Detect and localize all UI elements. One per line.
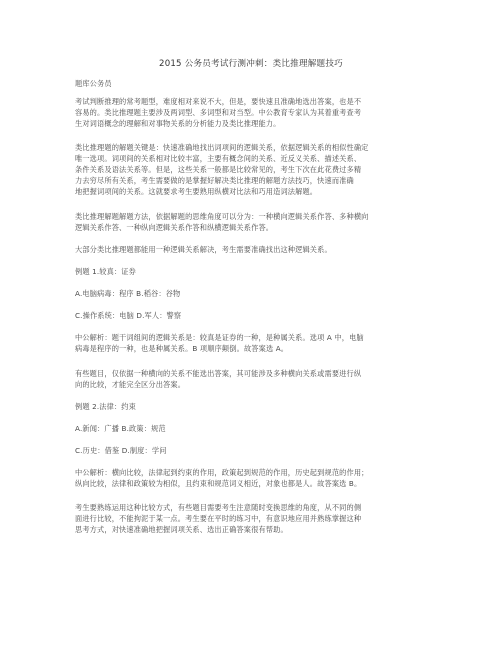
text-line: 容易的。类比推理题主要涉及两词型、多词型和对当型。中公教育专家认为其着重考查考: [75, 108, 362, 117]
document-title: 2015 公务员考试行测冲刺：类比推理解题技巧: [159, 59, 343, 69]
text-line: 病毒是程序的一种，也是种属关系。B 项顺序颠倒。故答案选 A。: [75, 344, 289, 353]
text-line: 地把握词项间的关系。这就要求考生要熟用纵横对比法和巧用造词法解题。: [75, 187, 318, 196]
text-line: 考试判断推理的常考题型，难度相对来说不大，但是，要快速且准确地选出答案，也是不: [75, 97, 362, 106]
text-line: 中公解析：题干词组间的逻辑关系是：较真是证券的一种，是种属关系。选项 A 中，电脑: [75, 333, 364, 342]
text-line: 生对词语概念的理解和对事物关系的分析能力及类比推理能力。: [75, 119, 281, 128]
text-line: 力去穷尽所有关系，考生需要做的是掌握好解决类比推理的解题方法技巧，快速而准确: [75, 176, 354, 185]
option-line: A.电脑病毒：程序 B.稻谷：谷物: [75, 289, 181, 298]
example-heading: 例题 1.较真：证券: [75, 267, 136, 276]
text-line: 类比推理题的解题关键是：快速准确地找出词项间的逻辑关系，依据逻辑关系的相似性确定: [75, 143, 369, 152]
text-line: 逻辑关系作答、一种纵向逻辑关系作答和纵横逻辑关系作答。: [75, 223, 274, 232]
option-line: C.操作系统：电脑 D.军人：警察: [75, 311, 182, 320]
text-line: 唯一选项。词项间的关系相对比较丰富，主要有概念间的关系、近反义关系、描述关系、: [75, 154, 362, 163]
text-line: 有些题目，仅依据一种横向的关系不能选出答案，其可能涉及多种横向关系或需要进行纵: [75, 369, 362, 378]
option-line: C.历史：借鉴 D.制度：学问: [75, 446, 167, 455]
text-line: 中公解析：横向比较，法律起到约束的作用，政策起到规范的作用，历史起到规范的作用；: [75, 468, 369, 477]
author-line: 题库公务员: [75, 79, 112, 88]
text-line: 条件关系及语法关系等。但是，这些关系一般都是比较常见的，考生下次在此花费过多精: [75, 165, 362, 174]
text-line: 大部分类比推理题都能用一种逻辑关系解决，考生需要准确找出这种逻辑关系。: [75, 245, 332, 254]
text-line: 类比推理解题解题方法，依据解题的思维角度可以分为：一种横向逻辑关系作答、多种横向: [75, 212, 369, 221]
text-line: 向的比较，才能完全区分出答案。: [75, 380, 186, 389]
text-line: 面进行比较，不能拘泥于某一点。考生要在平时的练习中，有意识地应用并熟练掌握这种: [75, 514, 362, 523]
example-heading: 例题 2.法律：约束: [75, 402, 136, 411]
option-line: A.新闻：广播 B.政策：规范: [75, 424, 166, 433]
text-line: 考生要熟练运用这种比较方式，有些题目需要考生注意随时变换思维的角度，从不同的侧: [75, 503, 362, 512]
text-line: 纵向比较，法律和政策较为相似，且约束和规范词义相近，对象也都是人。故答案选 B。: [75, 479, 362, 488]
text-line: 思考方式，对快速准确地把握词项关系、选出正确答案很有帮助。: [75, 525, 288, 534]
